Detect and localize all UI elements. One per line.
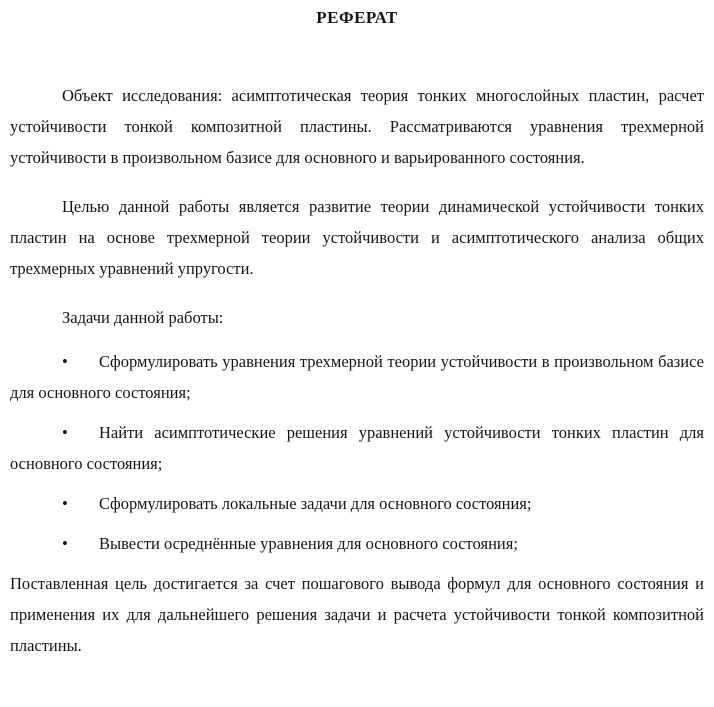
list-item-text: Сформулировать локальные задачи для основного состояния; bbox=[99, 494, 532, 513]
bullet-icon: • bbox=[62, 352, 68, 371]
paragraph-tasks-heading: Задачи данной работы: bbox=[62, 308, 224, 327]
paragraph-work-goal: Целью данной работы является развитие теории динамической устойчивости тонких пластин на основе трехмерной теории устойчивости и асимптотического анализа общих трехмерных уравнений упругости. bbox=[10, 197, 704, 278]
list-item bbox=[10, 346, 704, 408]
bullet-icon: • bbox=[62, 423, 68, 442]
list-item-text: Найти асимптотические решения уравнений устойчивости тонких пластин для основного состояния; bbox=[10, 423, 704, 473]
list-item-text: Вывести осреднённые уравнения для основного состояния; bbox=[99, 534, 518, 553]
paragraph-closing: Поставленная цель достигается за счет пошагового вывода формул для основного состояния и применения их для дальнейшего решения задачи и расчета устойчивости тонкой композитной пластины. bbox=[10, 574, 704, 655]
page-title: РЕФЕРАТ bbox=[316, 8, 398, 27]
list-item-text: Сформулировать уравнения трехмерной теории устойчивости в произвольном базисе для основного состояния; bbox=[10, 352, 704, 402]
list-item bbox=[10, 488, 704, 519]
list-item bbox=[10, 528, 704, 559]
bullet-icon: • bbox=[62, 494, 68, 513]
paragraph-research-object: Объект исследования: асимптотическая теория тонких многослойных пластин, расчет устойчивости тонкой композитной пластины. Рассматриваются уравнения трехмерной устойчивости в произвольном базисе для основного и варьированного состояния. bbox=[10, 86, 704, 167]
bullet-icon: • bbox=[62, 534, 68, 553]
list-item bbox=[10, 417, 704, 479]
